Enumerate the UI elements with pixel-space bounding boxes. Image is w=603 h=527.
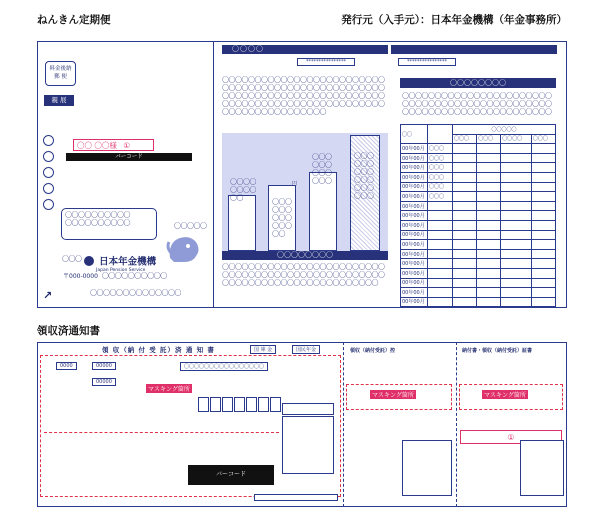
row-value [428,259,453,269]
stub2-name-mask: ① [460,430,562,444]
row-date: 00年00月 [401,192,428,202]
panel-header-right [391,45,557,54]
table-row [401,192,556,202]
logo-prefix: 〇〇〇 [62,255,82,263]
name-field-mask [73,139,154,151]
amount-boxes [198,397,282,412]
row-cell [501,172,532,182]
row-cell [501,201,532,211]
row-cell [453,163,477,173]
row-cell [477,192,501,202]
row-cell [531,249,555,259]
row-cell [531,268,555,278]
stub1-mask-area [346,384,452,410]
row-cell [477,240,501,250]
row-value [428,249,453,259]
row-date: 00年00月 [401,249,428,259]
row-value [428,268,453,278]
row-cell [501,297,532,307]
row-date: 00年00月 [401,153,428,163]
chart-col-1 [228,195,256,251]
row-cell [531,278,555,288]
row-cell [477,220,501,230]
table-row [401,144,556,154]
table-row [401,182,556,192]
receipt-section-title: 領収済通知書 [37,325,100,337]
receipt-main-title: 領 収（納 付 受 託）済 通 知 書 [102,346,215,354]
row-cell [501,163,532,173]
row-value: 〇〇〇 [428,163,453,173]
stamp-box-a [282,403,334,415]
table-sub: 〇〇〇 [477,134,501,144]
chart-circles-3: 〇〇〇〇〇〇〇〇〇〇〇〇 [312,153,332,185]
fold-line [213,41,214,308]
row-cell [501,182,532,192]
marker-1: ① [123,141,131,150]
table-row [401,220,556,230]
row-date: 00年00月 [401,278,428,288]
chart-yen: 円 [292,181,298,187]
row-value: 〇〇〇 [428,144,453,154]
row-cell [477,201,501,211]
table-row [401,211,556,221]
row-date: 00年00月 [401,297,428,307]
jps-logo: 日本年金機構 Japan Pension Service [84,250,156,273]
row-cell [531,297,555,307]
postal-line: 〒000-0000 〇〇〇〇〇〇〇〇〇〇 [63,272,167,280]
row-cell [501,220,532,230]
row-date: 00年00月 [401,182,428,192]
logo-icon [84,256,94,266]
table-sub: 〇〇〇 [453,134,477,144]
table-row [401,172,556,182]
row-cell [477,172,501,182]
row-cell [477,144,501,154]
row-value: 〇〇〇 [428,153,453,163]
chart-footer-text: 〇〇〇〇〇〇〇〇〇〇〇〇〇〇〇〇〇〇〇〇〇〇〇〇〇〇〇〇〇〇〇〇〇〇〇〇〇〇〇〇〇〇〇〇〇〇〇〇〇〇〇〇〇〇〇〇〇〇〇〇〇〇〇〇〇〇〇〇〇〇〇〇〇〇 [222,263,385,287]
address-circles [43,135,55,215]
row-cell [453,211,477,221]
barcode: バーコード [66,153,192,161]
row-value [428,230,453,240]
row-value [428,211,453,221]
row-cell [453,172,477,182]
row-cell [501,249,532,259]
row-value: 〇〇〇 [428,182,453,192]
table-row [401,259,556,269]
row-cell [531,153,555,163]
table-row [401,278,556,288]
issuer-title: 発行元（入手元）：日本年金機構（年金事務所） [341,14,567,26]
panel-text-block: 〇〇〇〇〇〇〇〇〇〇〇〇〇〇〇〇〇〇〇〇〇〇〇〇〇〇〇〇〇〇〇〇〇〇〇〇〇〇〇〇〇〇〇〇〇〇〇〇〇〇〇〇〇〇〇〇〇〇〇〇〇〇〇〇〇〇〇〇〇〇〇〇〇〇〇〇〇〇〇〇〇〇〇〇〇〇〇〇〇〇〇〇〇〇〇〇〇〇〇〇〇〇〇〇〇〇〇〇〇〇〇〇〇〇〇〇 [222,76,385,116]
row-cell [477,182,501,192]
row-value [428,201,453,211]
chart-circles-2: 〇〇〇〇〇〇〇〇〇〇〇〇〇〇 [272,198,292,238]
row-cell [477,249,501,259]
table-sub: 〇〇〇〇 [501,134,532,144]
table-head-a: 〇〇 [401,125,428,144]
row-date: 00年00月 [401,268,428,278]
row-cell [501,211,532,221]
row-cell [531,172,555,182]
row-cell [453,153,477,163]
row-cell [501,153,532,163]
stub-divider-2 [456,342,457,507]
stub1-box [402,440,452,496]
row-cell [477,288,501,298]
row-date: 00年00月 [401,288,428,298]
row-date: 00年00月 [401,201,428,211]
row-cell [453,192,477,202]
tag-national: 国 庫 金 [250,345,276,354]
row-cell [453,259,477,269]
row-cell [453,278,477,288]
row-cell [453,230,477,240]
stars-b: **************** [398,58,456,66]
row-cell [453,182,477,192]
panel-header: 〇〇〇〇 [222,45,388,54]
speech-bubble: 〇〇〇〇〇〇〇〇〇〇 〇〇〇〇〇〇〇〇〇〇 [61,208,157,240]
row-cell [453,249,477,259]
mask-label-stub1: マスキング箇所 [372,392,414,399]
table-notes: 〇〇〇〇〇〇〇〇〇〇〇〇〇〇〇〇〇〇〇〇〇〇〇〇〇〇〇〇〇〇〇〇〇〇〇〇〇〇〇〇〇〇〇〇〇〇〇〇〇〇〇〇〇〇〇〇〇〇〇〇〇〇〇〇〇〇〇〇〇 [402,92,552,116]
chart-circles-1: 〇〇〇〇〇〇〇〇〇〇 [230,178,256,202]
row-cell [477,163,501,173]
row-value: 〇〇〇 [428,172,453,182]
stub-divider-1 [343,342,344,507]
table-row [401,230,556,240]
row-value [428,220,453,230]
row-cell [453,240,477,250]
row-date: 00年00月 [401,220,428,230]
mascot-icon [166,232,202,264]
small-circles: 〇〇〇〇〇 [174,222,207,230]
row-date: 00年00月 [401,211,428,221]
digits-field: 〇〇〇〇〇〇〇〇〇〇〇〇〇〇〇〇 [180,362,268,371]
bottom-circles: 〇〇〇〇〇〇〇〇〇〇〇〇〇〇 [90,289,181,297]
row-cell [453,297,477,307]
row-cell [477,278,501,288]
row-value [428,288,453,298]
row-cell [501,259,532,269]
row-cell [477,211,501,221]
table-title: 〇〇〇〇〇〇〇〇 [400,78,556,88]
row-date: 00年00月 [401,144,428,154]
arrow-icon: ↗ [43,289,53,302]
row-cell [531,192,555,202]
stars-a: **************** [297,58,355,66]
row-cell [477,297,501,307]
table-row [401,163,556,173]
row-value: 〇〇〇 [428,192,453,202]
row-cell [501,278,532,288]
row-cell [531,211,555,221]
row-cell [477,268,501,278]
row-cell [531,220,555,230]
postage-stamp: 料金後納 郵 便 [45,61,76,86]
row-cell [531,163,555,173]
code-c: 00000 [92,378,116,386]
row-cell [501,268,532,278]
row-date: 00年00月 [401,230,428,240]
row-cell [531,288,555,298]
mask-label-main: マスキング箇所 [148,386,190,393]
row-date: 00年00月 [401,163,428,173]
row-date: 00年00月 [401,172,428,182]
receipt-barcode: バーコード [188,465,274,485]
row-cell [531,182,555,192]
table-row [401,268,556,278]
stub2-title: 納付書・領収（納付受託）証書 [462,348,533,354]
row-value [428,240,453,250]
stub2-mask-area [459,384,563,410]
mask-label-stub2: マスキング箇所 [484,392,526,399]
row-date: 00年00月 [401,240,428,250]
stub2-box [520,440,564,496]
history-table [400,124,556,307]
notice-title: ねんきん定期便 [37,14,111,26]
row-cell [531,240,555,250]
code-a: 0000 [56,362,77,370]
row-value [428,278,453,288]
table-row [401,288,556,298]
row-value [428,297,453,307]
row-cell [477,230,501,240]
tag-pension: 国民年金 [292,345,320,354]
stamp-box-b [282,416,334,474]
row-cell [477,259,501,269]
row-cell [453,220,477,230]
table-row [401,153,556,163]
table-row [401,297,556,307]
row-cell [531,144,555,154]
code-b: 00000 [92,362,116,370]
row-cell [453,288,477,298]
row-cell [501,240,532,250]
row-cell [501,288,532,298]
row-cell [501,144,532,154]
table-head-b: 〇〇〇〇〇 [453,125,556,135]
row-date: 00年00月 [401,259,428,269]
mail-type-badge: 親 展 [44,95,74,106]
row-cell [501,192,532,202]
recipient-name: 〇〇 〇〇様 [77,141,117,150]
footer-box-main [254,494,338,501]
stub1-title: 領収（納付受託）控 [350,348,396,354]
row-cell [531,230,555,240]
table-head-blank [428,125,453,144]
chart-footer: 〇〇〇〇〇〇〇〇 [222,251,388,260]
table-row [401,240,556,250]
row-cell [453,268,477,278]
row-cell [501,230,532,240]
row-cell [477,153,501,163]
row-cell [531,259,555,269]
chart-circles-4: 〇〇〇〇〇〇〇〇〇〇〇〇〇〇〇〇〇〇 [354,152,374,200]
table-row [401,249,556,259]
row-cell [531,201,555,211]
row-cell [453,144,477,154]
row-cell [453,201,477,211]
table-sub: 〇〇〇 [531,134,555,144]
table-row [401,201,556,211]
main-dash-line [44,432,279,433]
